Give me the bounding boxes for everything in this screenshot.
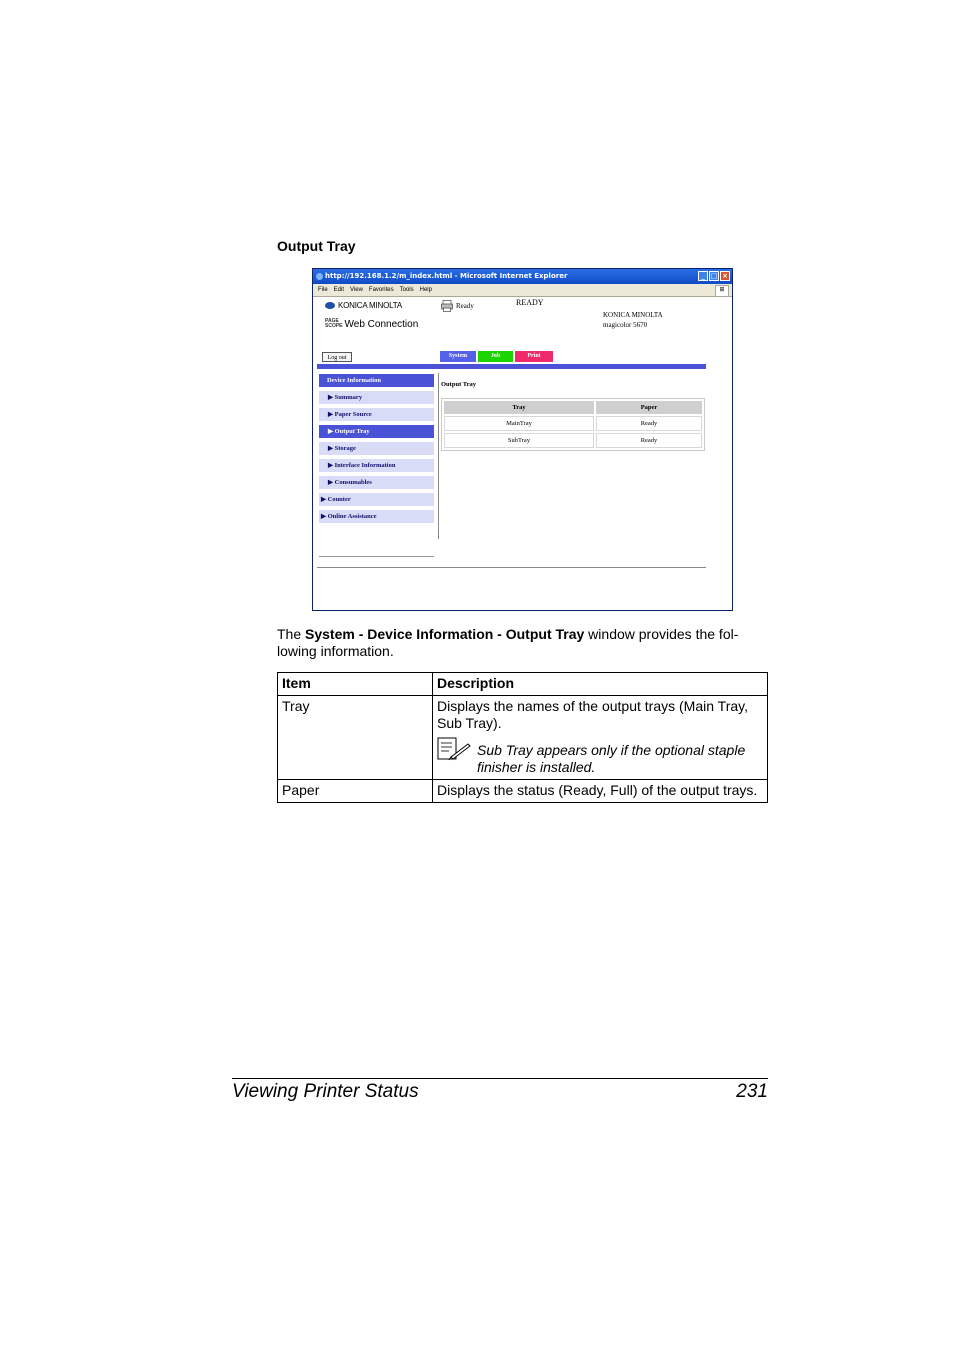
cell-description: Displays the status (Ready, Full) of the output trays. [433, 780, 768, 803]
column-header-tray: Tray [444, 401, 594, 414]
pagescope-icon: PAGE SCOPE [325, 318, 343, 330]
note [437, 742, 763, 776]
tab-job[interactable]: Job [478, 351, 513, 362]
cell-item: Tray [278, 696, 433, 780]
browser-title-bar [313, 269, 732, 284]
column-header-description: Description [433, 673, 768, 696]
close-button[interactable]: × [720, 271, 730, 281]
web-page [313, 297, 732, 611]
nav-online-assistance[interactable]: ▶ Online Assistance [319, 510, 434, 523]
note-text: Sub Tray appears only if the optional staple finisher is installed. [477, 742, 746, 775]
browser-window-screenshot [312, 268, 733, 611]
intro-paragraph: The System - Device Information - Output Tray window provides the fol-lowing information. [277, 626, 739, 659]
column-header-paper: Paper [596, 401, 702, 414]
status-small: Ready [456, 302, 474, 310]
table-header-row [444, 401, 702, 414]
note-pencil-icon [437, 737, 471, 761]
browser-title: http://192.168.1.2/m_index.html - Microsoft Internet Explorer [325, 272, 568, 280]
nav-paper-source[interactable]: ▶ Paper Source [319, 408, 434, 421]
menu-tools[interactable]: Tools [399, 287, 414, 293]
minimize-button[interactable]: _ [698, 271, 708, 281]
maximize-button[interactable]: □ [710, 272, 718, 280]
nav-output-tray[interactable]: ▶ Output Tray [319, 425, 434, 438]
logout-button[interactable]: Log out [322, 352, 352, 362]
pagescope-logo: PAGE SCOPE Web Connection [325, 318, 419, 330]
output-tray-table [441, 398, 705, 451]
intro-bold: System - Device Information - Output Tray [305, 626, 585, 642]
menu-help[interactable]: Help [419, 287, 432, 293]
section-heading: Output Tray [277, 238, 356, 254]
menu-file[interactable]: File [318, 287, 328, 293]
cell-description: Displays the names of the output trays (Main Tray, Sub Tray). Sub Tray appears only if the optional staple finisher is installed. [433, 696, 768, 780]
content-divider [438, 373, 439, 539]
table-row [444, 433, 702, 448]
ie-icon [316, 273, 323, 280]
status-big: READY [516, 298, 544, 307]
nav-summary[interactable]: ▶ Summary [319, 391, 434, 404]
nav-interface-information[interactable]: ▶ Interface Information [319, 459, 434, 472]
cell-item: Paper [278, 780, 433, 803]
tab-system[interactable]: System [440, 351, 476, 362]
nav-storage[interactable]: ▶ Storage [319, 442, 434, 455]
cell-paper: Ready [596, 433, 702, 448]
menu-favorites[interactable]: Favorites [368, 287, 394, 293]
content-title: Output Tray [441, 381, 476, 388]
menu-edit[interactable]: Edit [333, 287, 345, 293]
nav-device-information[interactable]: Device Information [319, 374, 434, 387]
footer-title: Viewing Printer Status [232, 1081, 419, 1102]
nav-consumables[interactable]: ▶ Consumables [319, 476, 434, 489]
menu-view[interactable]: View [350, 287, 363, 293]
tab-print[interactable]: Print [515, 351, 553, 362]
windows-flag-icon: ⊞ [715, 285, 729, 297]
konica-minolta-logo: KONICA MINOLTA [325, 301, 402, 310]
table-row [444, 416, 702, 431]
table-header-row [278, 673, 768, 696]
footer-rule [232, 1078, 768, 1079]
description-table [277, 672, 768, 803]
browser-menu-bar [313, 284, 732, 297]
cell-tray: SubTray [444, 433, 594, 448]
cell-paper: Ready [596, 416, 702, 431]
printer-icon [441, 300, 453, 312]
page-number: 231 [736, 1081, 768, 1102]
cell-tray: MainTray [444, 416, 594, 431]
table-row [278, 780, 768, 803]
printer-model: KONICA MINOLTA magicolor 5670 [603, 311, 663, 329]
nav-counter[interactable]: ▶ Counter [319, 493, 434, 506]
globe-icon [325, 302, 335, 309]
side-navigation [319, 374, 434, 527]
tab-underline-bar [317, 364, 706, 369]
page-bottom-rule [317, 567, 706, 568]
nav-separator [319, 556, 434, 557]
column-header-item: Item [278, 673, 433, 696]
table-row [278, 696, 768, 780]
